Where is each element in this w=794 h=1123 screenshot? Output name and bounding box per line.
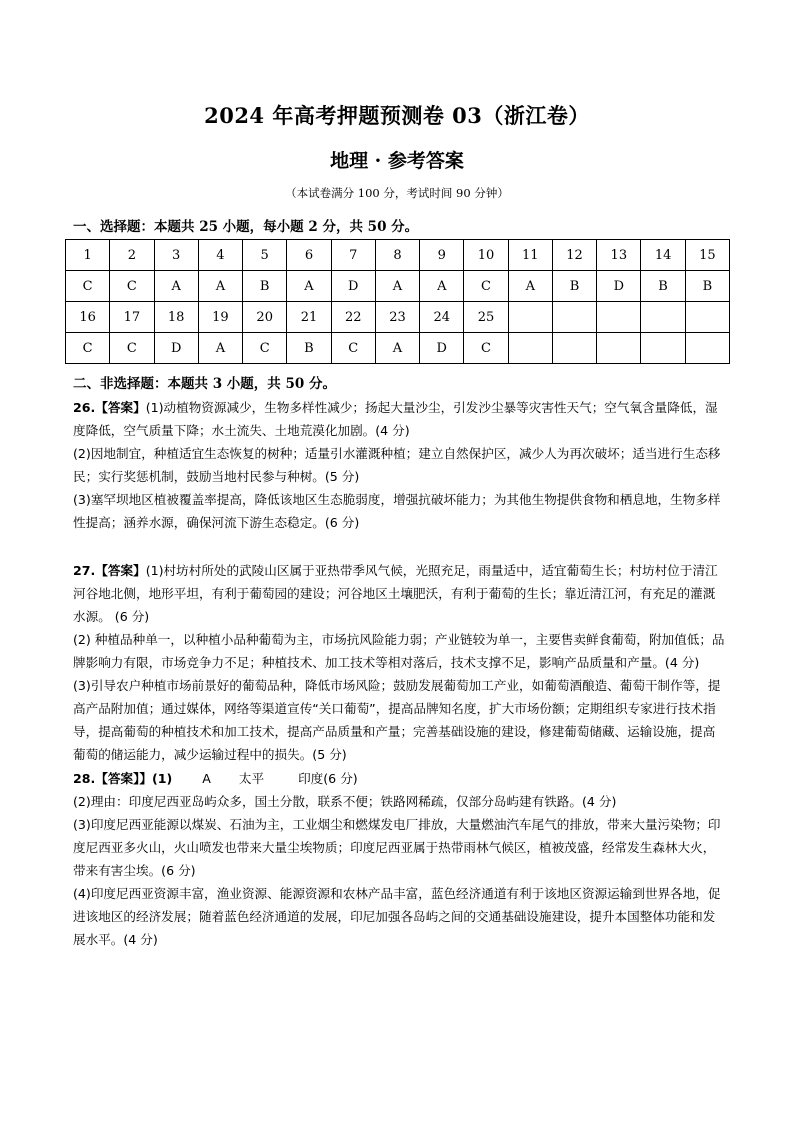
answer-cell [552, 333, 596, 364]
question-27 [73, 559, 725, 766]
question-number-cell [552, 302, 596, 333]
q27-part3: (3)引导农户种植市场前景好的葡萄品种，降低市场风险；鼓励发展葡萄加工产业，如葡萄酒酿造、葡萄干制作等，提高产品附加值；通过媒体，网络等渠道宣传“关口葡萄”，提高品牌知名度，扩大市场份额；定期组织专家进行技术指导，提高葡萄的种植技术和加工技术，提高产品质量和产量；完善基础设施的建设，修建葡萄储藏、运输设施，提高葡萄的储运能力，减少运输过程中的损失。(5 分) [73, 678, 721, 762]
question-number-cell: 4 [198, 240, 242, 271]
q28-part4: (4)印度尼西亚资源丰富，渔业资源、能源资源和农林产品丰富，蓝色经济通道有利于该地区资源运输到世界各地，促进该地区的经济发展；随着蓝色经济通道的发展，印尼加强各岛屿之间的交通基础设施建设，提升本国整体功能和发展水平。(4 分) [73, 886, 721, 947]
question-number-cell: 11 [508, 240, 552, 271]
answer-cell: C [66, 333, 110, 364]
section2-heading: 二、非选择题：本题共 3 小题，共 50 分。 [73, 376, 336, 392]
q26-part1: 26.【答案】(1)动植物资源减少，生物多样性减少；扬起大量沙尘，引发沙尘暴等灾害性天气；空气氧含量降低，湿度降低，空气质量下降；水土流失、土地荒漠化加剧。(4 分) [73, 400, 718, 438]
q27-part2: (2) 种植品种单一，以种植小品种葡萄为主，市场抗风险能力弱；产业链较为单一，主要售卖鲜食葡萄，附加值低；品牌影响力有限，市场竞争力不足；种植技术、加工技术等相对落后，技术支撑不足，影响产品质量和产量。(4 分) [73, 632, 725, 670]
question-number-cell: 1 [66, 240, 110, 271]
answer-cell: C [331, 333, 375, 364]
answer-cell [685, 333, 729, 364]
q26-part3: (3)塞罕坝地区植被覆盖率提高，降低该地区生态脆弱度，增强抗破坏能力；为其他生物提供食物和栖息地，生物多样性提高；涵养水源，确保河流下游生态稳定。(6 分) [73, 492, 721, 530]
answer-cell: A [154, 271, 198, 302]
question-number-cell: 14 [641, 240, 685, 271]
question-26 [73, 396, 725, 534]
answer-cell: A [375, 271, 419, 302]
answer-cell: B [243, 271, 287, 302]
q28-label: 28.【答案】 [73, 771, 140, 786]
question-number-cell: 20 [243, 302, 287, 333]
question-number-cell: 13 [597, 240, 641, 271]
answer-cell: C [110, 271, 154, 302]
answer-row [66, 271, 730, 302]
question-number-cell: 16 [66, 302, 110, 333]
question-number-row [66, 302, 730, 333]
question-number-cell: 23 [375, 302, 419, 333]
answer-cell: A [198, 333, 242, 364]
question-number-cell: 19 [198, 302, 242, 333]
question-number-cell: 22 [331, 302, 375, 333]
section1-heading: 一、选择题：本题共 25 小题，每小题 2 分，共 50 分。 [73, 219, 419, 235]
question-number-cell: 25 [464, 302, 508, 333]
answer-cell: D [331, 271, 375, 302]
q28-answer-c: 印度(6 分) [298, 771, 358, 786]
answer-table [65, 239, 730, 364]
q26-part2: (2)因地制宜，种植适宜生态恢复的树种；适量引水灌溉种植；建立自然保护区，减少人为再次破坏；适当进行生态移民；实行奖惩机制，鼓励当地村民参与种树。(5 分) [73, 446, 721, 484]
question-number-cell: 2 [110, 240, 154, 271]
answer-cell: C [66, 271, 110, 302]
question-number-cell: 7 [331, 240, 375, 271]
answer-row [66, 333, 730, 364]
answer-cell [641, 333, 685, 364]
answer-cell: B [287, 333, 331, 364]
answer-cell: B [641, 271, 685, 302]
answer-cell: A [198, 271, 242, 302]
answer-cell: B [685, 271, 729, 302]
answer-cell: A [287, 271, 331, 302]
answer-cell: A [375, 333, 419, 364]
question-number-cell: 6 [287, 240, 331, 271]
question-number-cell [685, 302, 729, 333]
question-number-cell: 8 [375, 240, 419, 271]
question-28 [73, 767, 725, 951]
q28-answer-a: A [202, 771, 211, 786]
q26-label: 26.【答案】 [73, 400, 146, 415]
question-number-cell [597, 302, 641, 333]
q28-part2: (2)理由：印度尼西亚岛屿众多，国土分散，联系不便；铁路网稀疏，仅部分岛屿建有铁路。(4 分) [73, 794, 617, 809]
answer-cell [508, 333, 552, 364]
question-number-cell: 24 [420, 302, 464, 333]
question-number-cell: 18 [154, 302, 198, 333]
answer-cell: C [464, 333, 508, 364]
question-number-cell: 3 [154, 240, 198, 271]
answer-cell [597, 333, 641, 364]
answer-cell: C [464, 271, 508, 302]
q27-label: 27.【答案】 [73, 563, 146, 578]
question-number-cell: 12 [552, 240, 596, 271]
question-number-row [66, 240, 730, 271]
answer-cell: A [508, 271, 552, 302]
q28-answer-b: 太平 [238, 771, 265, 786]
question-number-cell: 10 [464, 240, 508, 271]
answer-cell: C [110, 333, 154, 364]
question-number-cell: 5 [243, 240, 287, 271]
answer-cell: C [243, 333, 287, 364]
page-subtitle: 地理 · 参考答案 [330, 150, 464, 172]
question-number-cell: 15 [685, 240, 729, 271]
exam-note: （本试卷满分 100 分，考试时间 90 分钟） [285, 186, 509, 200]
question-number-cell: 9 [420, 240, 464, 271]
answer-cell: D [154, 333, 198, 364]
question-number-cell [508, 302, 552, 333]
question-number-cell [641, 302, 685, 333]
answer-cell: A [420, 271, 464, 302]
answer-cell: D [420, 333, 464, 364]
question-number-cell: 17 [110, 302, 154, 333]
page-title: 2024 年高考押题预测卷 03（浙江卷） [204, 103, 590, 128]
q28-part3: (3)印度尼西亚能源以煤炭、石油为主，工业烟尘和燃煤发电厂排放，大量燃油汽车尾气的排放，带来大量污染物；印度尼西亚多火山，火山喷发也带来大量尘埃物质；印度尼西亚属于热带雨林气候区，植被茂盛，经常发生森林大火，带来有害尘埃。(6 分) [73, 817, 721, 878]
answer-cell: B [552, 271, 596, 302]
question-number-cell: 21 [287, 302, 331, 333]
q27-part1: 27.【答案】(1)村坊村所处的武陵山区属于亚热带季风气候，光照充足，雨量适中，适宜葡萄生长；村坊村位于清江河谷地北侧，地形平坦，有利于葡萄园的建设；河谷地区土壤肥沃，有利于葡萄的生长；靠近清江河，有充足的灌溉水源。 (6 分) [73, 563, 718, 624]
q28-part1: 28.【答案】】(1) A 太平 印度(6 分) [73, 771, 358, 786]
answer-cell: D [597, 271, 641, 302]
